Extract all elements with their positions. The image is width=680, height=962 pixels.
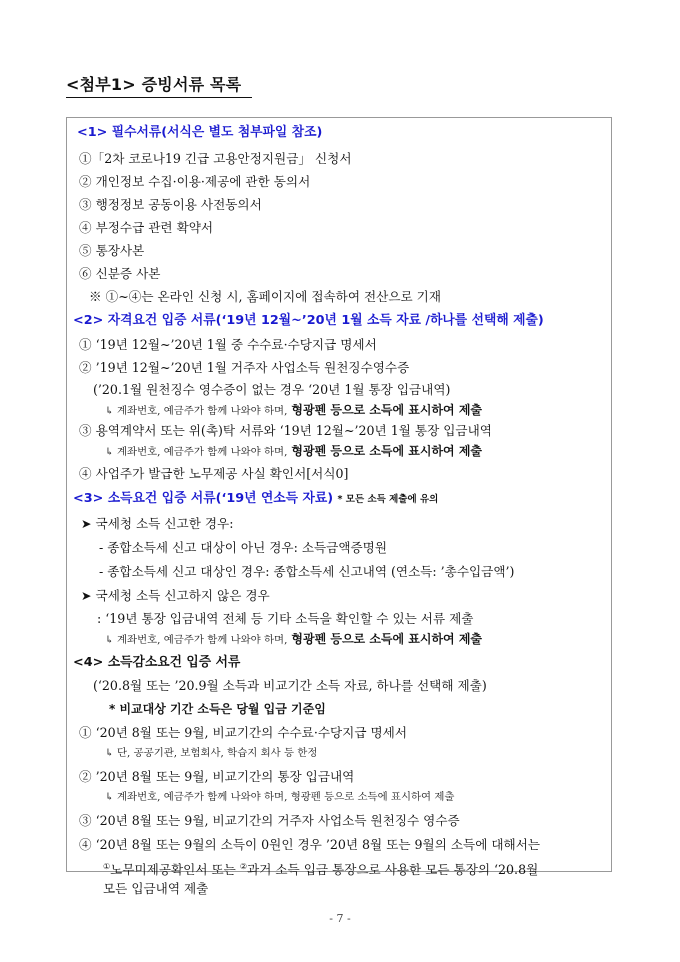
section-1-item-1: ①「2차 코로나19 긴급 고용안정지원금」 신청서 [79,151,352,166]
section-3-heading-note: * 모든 소득 제출에 유의 [337,494,439,505]
page-number: - 7 - [329,912,351,925]
section-2-item-3: ③ 용역계약서 또는 위(촉)탁 서류와 ‘19년 12월~’20년 1월 통장 입금내역 [79,423,492,438]
section-3-heading [73,488,438,510]
section-1-item-3: ③ 행정정보 공동이용 사전동의서 [79,197,262,212]
section-4-item-1: ① ‘20년 8월 또는 9월, 비교기간의 수수료·수당지급 명세서 [79,725,407,740]
account-note-emphasis: 형광펜 등으로 소득에 표시하여 제출 [291,403,482,417]
item-4-line-2-part-a: 노무미제공확인서 또는 [110,862,236,877]
circled-one-marker: ① [103,862,111,871]
section-4-intro-note: * 비교대상 기간 소득은 당월 입금 기준임 [109,702,326,716]
section-1-heading: <1> 필수서류(서식은 별도 첨부파일 참조) [77,125,323,140]
section-3-bullet-2-a: : ‘19년 통장 입금내역 전체 등 기타 소득을 확인할 수 있는 서류 제출 [97,611,474,626]
section-4-heading: <4> 소득감소요건 입증 서류 [73,655,241,670]
section-4-item-3: ③ ‘20년 8월 또는 9월, 비교기간의 거주자 사업소득 원천징수 영수증 [79,813,460,828]
section-2-item-2-account-note [105,399,482,421]
page-title: <첨부1> 증빙서류 목록 [66,75,242,94]
section-2-heading: <2> 자격요건 입증 서류(‘19년 12월~’20년 1월 소득 자료 /하나를 선택해 제출) [73,313,544,328]
section-4-item-4-line-1: ④ ‘20년 8월 또는 9월의 소득이 0원인 경우 ’20년 8월 또는 9월의 소득에 대해서는 [79,837,541,852]
section-4-item-2-sub: ↳ 계좌번호, 예금주가 함께 나와야 하며, 형광펜 등으로 소득에 표시하여 제출 [105,791,455,803]
section-2-item-4: ④ 사업주가 발급한 노무제공 사실 확인서[서식0] [79,466,349,481]
section-1-item-6: ⑥ 신분증 사본 [79,266,161,281]
section-1-item-4: ④ 부정수급 관련 확약서 [79,220,214,235]
section-4-item-4-line-3: 모든 입금내역 제출 [103,881,209,896]
section-1-item-5: ⑤ 통장사본 [79,243,145,258]
account-note-text: ↳ 계좌번호, 예금주가 함께 나와야 하며, [105,634,288,646]
item-4-line-2-part-b: 과거 소득 입금 통장으로 사용한 모든 통장의 ‘20.8월 [247,862,539,877]
section-2-item-1: ① ‘19년 12월~’20년 1월 중 수수료·수당지급 명세서 [79,337,377,352]
section-4-item-1-sub: ↳ 단, 공공기관, 보험회사, 학습지 회사 등 한정 [105,747,318,759]
section-4-item-4-line-2 [103,856,538,878]
account-note-emphasis: 형광펜 등으로 소득에 표시하여 제출 [291,632,482,646]
account-note-text: ↳ 계좌번호, 예금주가 함께 나와야 하며, [105,405,288,417]
section-2-item-3-account-note [105,440,482,462]
section-1-item-2: ② 개인정보 수집·이용·제공에 관한 동의서 [79,174,311,189]
section-3-bullet-1: ➤ 국세청 소득 신고한 경우: [81,516,234,531]
account-note-emphasis: 형광펜 등으로 소득에 표시하여 제출 [291,444,482,458]
section-1-note: ※ ①~④는 온라인 신청 시, 홈페이지에 접속하여 전산으로 기재 [89,289,442,304]
account-note-text: ↳ 계좌번호, 예금주가 함께 나와야 하며, [105,446,288,458]
section-2-item-2-sub: (’20.1월 원천징수 영수증이 없는 경우 ‘20년 1월 통장 입금내역) [93,382,451,397]
section-3-bullet-1-a: - 종합소득세 신고 대상이 아닌 경우: 소득금액증명원 [99,540,387,555]
section-3-account-note [105,628,482,650]
title-underline [66,97,252,98]
section-3-heading-text: <3> 소득요건 입증 서류(‘19년 연소득 자료) [73,491,334,506]
section-4-intro: (‘20.8월 또는 ’20.9월 소득과 비교기간 소득 자료, 하나를 선택해 제출) [93,678,487,693]
document-list-box [66,117,612,896]
circled-two-marker: ② [239,862,248,871]
section-3-bullet-1-b: - 종합소득세 신고 대상인 경우: 종합소득세 신고내역 (연소득: ’총수입금액’) [99,564,515,579]
section-4-item-2: ② ’20년 8월 또는 9월, 비교기간의 통장 입금내역 [79,769,355,784]
section-2-item-2: ② ’19년 12월~’20년 1월 거주자 사업소득 원천징수영수증 [79,360,410,375]
section-3-bullet-2: ➤ 국세청 소득 신고하지 않은 경우 [81,588,270,603]
